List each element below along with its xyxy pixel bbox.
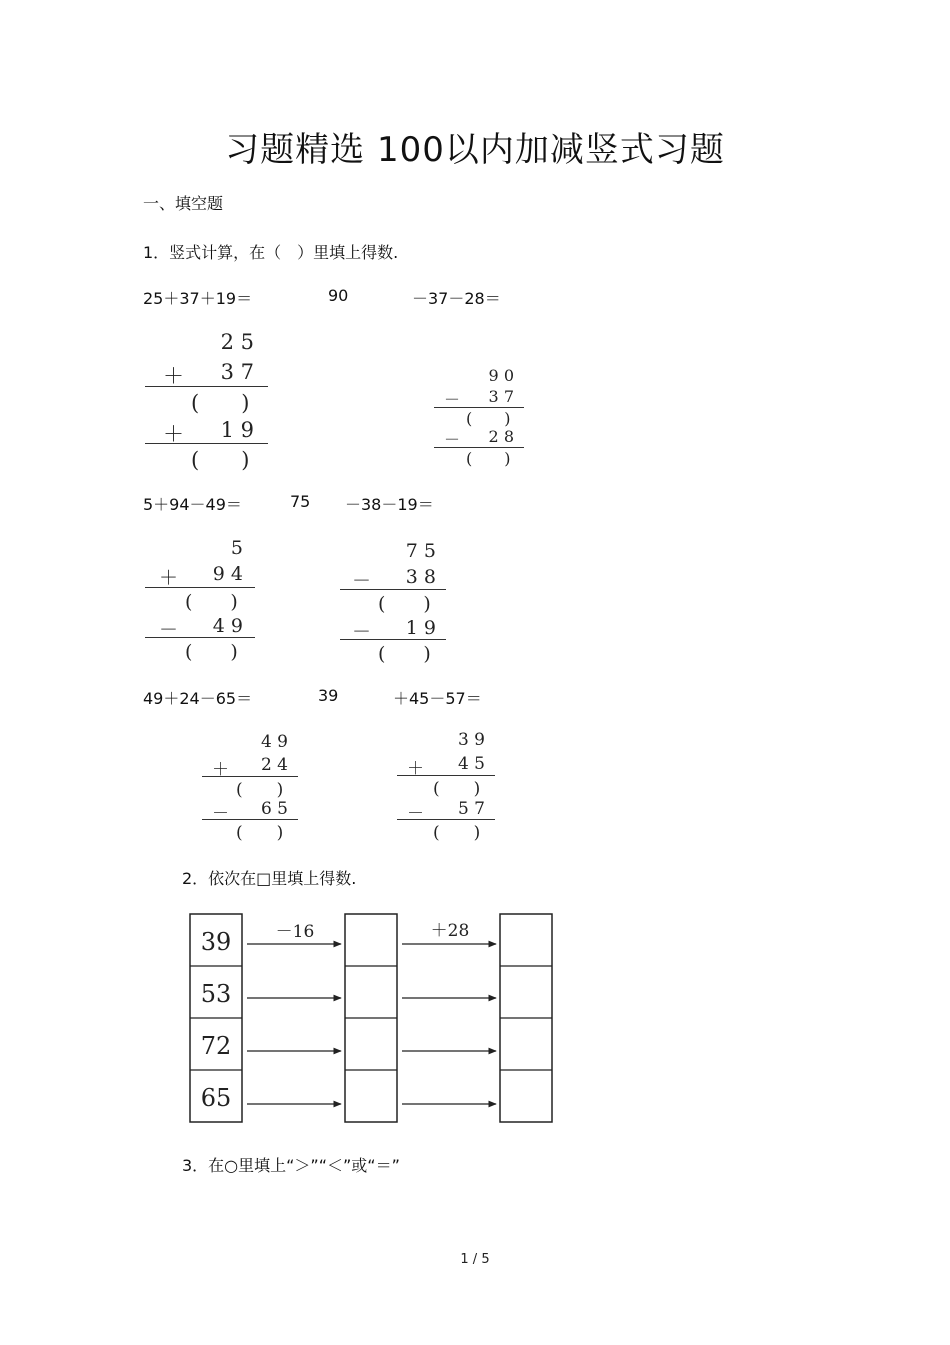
answer-blank[interactable]: ( ): [433, 823, 481, 843]
operand: 3 7: [220, 360, 254, 384]
top-number: 5: [230, 537, 243, 559]
operand: 4 5: [457, 754, 485, 774]
question-2-label: 2．依次在□里填上得数.: [182, 869, 357, 888]
vertical-calculation-2: [432, 366, 524, 470]
operand: 3 7: [488, 387, 514, 406]
expression-4-rest: －38－19＝: [345, 495, 434, 514]
answer-blank[interactable]: ( ): [433, 779, 481, 799]
operator: ＋: [163, 422, 184, 446]
start-value: 53: [200, 980, 232, 1008]
expression-4-start: 75: [290, 492, 311, 511]
arrow-set-1: [247, 944, 341, 1104]
vertical-calculation-5: [200, 732, 298, 842]
expression-2-rest: －37－28＝: [412, 289, 501, 308]
answer-blank[interactable]: ( ): [466, 409, 511, 428]
start-value-column: [190, 914, 242, 1122]
answer-blank[interactable]: ( ): [191, 391, 250, 415]
intermediate-answer-column[interactable]: [345, 914, 397, 1122]
expression-6-rest: ＋45－57＝: [393, 689, 482, 708]
operator: －: [444, 390, 461, 409]
answer-blank[interactable]: ( ): [466, 449, 511, 468]
operand: 5 7: [457, 799, 485, 819]
answer-blank[interactable]: ( ): [191, 448, 250, 472]
operand: 3 8: [405, 566, 436, 588]
answer-blank[interactable]: ( ): [378, 593, 431, 615]
question-1-label: 1．竖式计算，在（ ）里填上得数.: [143, 243, 399, 262]
operand: 4 9: [212, 615, 243, 637]
expression-6-start: 39: [318, 686, 339, 705]
page-number: 1 / 5: [460, 1252, 490, 1267]
operator: －: [407, 804, 424, 824]
subtract-operation-label: －16: [275, 922, 315, 942]
expression-5: 49＋24－65＝: [143, 689, 253, 708]
operator: ＋: [407, 759, 424, 779]
top-number: 3 9: [457, 730, 485, 750]
operator: －: [159, 619, 179, 641]
expression-1: 25＋37＋19＝: [143, 289, 253, 308]
vertical-calculation-6: [395, 730, 495, 842]
operand: 1 9: [220, 418, 254, 442]
top-number: 7 5: [405, 540, 436, 562]
start-value: 72: [200, 1032, 232, 1060]
operator: －: [212, 804, 229, 824]
arrow-set-2: [402, 944, 496, 1104]
page-title: 习题精选 100以内加减竖式习题: [225, 130, 725, 170]
answer-blank[interactable]: ( ): [185, 641, 238, 663]
operand: 6 5: [260, 799, 288, 819]
expression-3: 5＋94－49＝: [143, 495, 242, 514]
answer-blank[interactable]: ( ): [378, 643, 431, 665]
operator: ＋: [212, 760, 229, 780]
operand: 2 4: [260, 755, 288, 775]
answer-blank[interactable]: ( ): [185, 591, 238, 613]
operator: －: [352, 570, 372, 592]
vertical-calculation-4: [338, 540, 446, 665]
top-number: 9 0: [488, 366, 514, 385]
top-number: 4 9: [260, 732, 288, 752]
start-value: 39: [200, 928, 232, 956]
top-number: 2 5: [220, 330, 254, 354]
answer-blank[interactable]: ( ): [236, 823, 284, 843]
operand: 9 4: [212, 563, 243, 585]
operand: 1 9: [405, 617, 436, 639]
vertical-calculation-3: [143, 537, 255, 665]
expression-2-start: 90: [328, 286, 349, 305]
final-answer-column[interactable]: [500, 914, 552, 1122]
answer-blank[interactable]: ( ): [236, 780, 284, 800]
section-heading: 一、填空题: [143, 194, 224, 213]
operator: ＋: [163, 364, 184, 388]
question-3-label: 3．在○里填上“＞”“＜”或“＝”: [182, 1156, 400, 1175]
operator: ＋: [159, 567, 179, 589]
operator: －: [352, 621, 372, 643]
operand: 2 8: [488, 427, 514, 446]
chain-calculation-diagram: [185, 908, 557, 1128]
vertical-calculation-1: [143, 330, 268, 470]
add-operation-label: ＋28: [430, 921, 470, 941]
start-value: 65: [200, 1084, 232, 1112]
operator: －: [444, 430, 461, 449]
